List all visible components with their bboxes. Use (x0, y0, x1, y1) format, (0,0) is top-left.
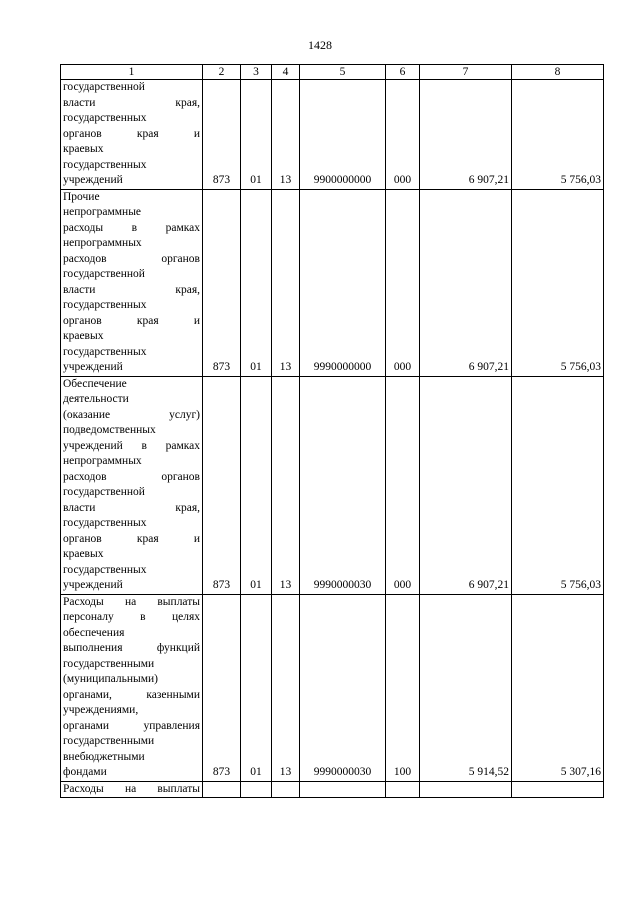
description-line: Расходы на выплаты (63, 595, 200, 608)
description-line: (оказание услуг) (63, 408, 200, 421)
description-line: Расходы на выплаты (63, 782, 200, 795)
cell-code-admin: 873 (203, 376, 241, 594)
row-description (61, 189, 203, 376)
description-line: органами, казенными (63, 688, 200, 701)
description-line: органами управления (63, 719, 200, 732)
page-number: 1428 (308, 38, 332, 52)
description-line: учреждениями, (63, 704, 139, 716)
description-line: государственной (63, 486, 145, 498)
header-col-7: 7 (420, 65, 512, 80)
description-line: расходы в рамках (63, 221, 200, 234)
table-row (61, 189, 604, 376)
description-line: государственных (63, 299, 147, 311)
cell-code-section: 01 (241, 189, 272, 376)
cell-code-subsection: 13 (272, 189, 300, 376)
row-description (61, 594, 203, 781)
description-line: обеспечения (63, 626, 125, 639)
description-line: деятельности (63, 393, 129, 405)
header-col-4: 4 (272, 65, 300, 80)
description-line: государственной (63, 268, 145, 280)
description-line: органов края и (63, 314, 200, 327)
description-line: государственными (63, 735, 155, 747)
description-line: органов края и (63, 532, 200, 545)
cell-code-expense-type: 000 (386, 189, 420, 376)
cell-code-target: 9900000000 (300, 80, 386, 190)
description-line: учреждений в рамках (63, 439, 200, 452)
description-line: внебюджетными (63, 750, 145, 763)
description-line: подведомственных (63, 424, 156, 436)
cell-code-section: 01 (241, 376, 272, 594)
description-line: расходов органов (63, 252, 200, 265)
description-line: органов края и (63, 127, 200, 140)
cell-code-section (241, 781, 272, 798)
row-description (61, 781, 203, 798)
description-line: учреждений (63, 579, 123, 591)
cell-amount-1: 6 907,21 (420, 376, 512, 594)
table-row (61, 80, 604, 190)
header-col-3: 3 (241, 65, 272, 80)
description-line: выполнения функций (63, 642, 200, 654)
cell-amount-1: 6 907,21 (420, 189, 512, 376)
cell-code-target (300, 781, 386, 798)
description-line: государственных (63, 517, 147, 529)
cell-amount-1: 5 914,52 (420, 594, 512, 781)
header-col-6: 6 (386, 65, 420, 80)
cell-code-expense-type: 100 (386, 594, 420, 781)
cell-code-admin: 873 (203, 189, 241, 376)
cell-code-subsection: 13 (272, 594, 300, 781)
header-col-5: 5 (300, 65, 386, 80)
header-col-2: 2 (203, 65, 241, 80)
cell-code-target: 9990000000 (300, 189, 386, 376)
cell-code-admin: 873 (203, 80, 241, 190)
cell-amount-2: 5 307,16 (512, 594, 604, 781)
description-line: государственной (63, 81, 145, 93)
table-row (61, 594, 604, 781)
description-line: (муниципальными) (63, 673, 158, 685)
cell-code-admin: 873 (203, 594, 241, 781)
cell-amount-2 (512, 781, 604, 798)
table-row (61, 781, 604, 798)
row-description (61, 376, 203, 594)
cell-code-section: 01 (241, 594, 272, 781)
description-line: государственными (63, 657, 155, 670)
row-description (61, 80, 203, 190)
table-header (61, 65, 604, 80)
header-col-8: 8 (512, 65, 604, 80)
cell-code-expense-type (386, 781, 420, 798)
description-line: государственных (63, 112, 147, 124)
description-line: персоналу в целях (63, 611, 200, 623)
description-line: государственных (63, 563, 147, 576)
description-line: власти края, (63, 96, 200, 109)
cell-code-expense-type: 000 (386, 376, 420, 594)
description-line: власти края, (63, 501, 200, 514)
description-line: непрограммных (63, 237, 142, 249)
header-row (61, 65, 604, 80)
description-line: краевых (63, 143, 104, 155)
description-line: власти края, (63, 283, 200, 296)
cell-amount-1: 6 907,21 (420, 80, 512, 190)
cell-code-expense-type: 000 (386, 80, 420, 190)
description-line: Обеспечение (63, 377, 127, 390)
description-line: непрограммные (63, 206, 142, 218)
description-line: краевых (63, 548, 104, 560)
cell-code-subsection: 13 (272, 376, 300, 594)
cell-code-subsection: 13 (272, 80, 300, 190)
description-line: фондами (63, 766, 107, 778)
cell-amount-1 (420, 781, 512, 798)
cell-code-admin (203, 781, 241, 798)
cell-code-target: 9990000030 (300, 594, 386, 781)
description-line: краевых (63, 330, 104, 342)
budget-table (60, 64, 604, 798)
cell-code-section: 01 (241, 80, 272, 190)
description-line: учреждений (63, 174, 123, 186)
cell-code-target: 9990000030 (300, 376, 386, 594)
description-line: непрограммных (63, 455, 142, 467)
cell-amount-2: 5 756,03 (512, 376, 604, 594)
cell-amount-2: 5 756,03 (512, 189, 604, 376)
description-line: расходов органов (63, 470, 200, 483)
description-line: Прочие (63, 190, 100, 203)
cell-code-subsection (272, 781, 300, 798)
header-col-1: 1 (61, 65, 203, 80)
description-line: государственных (63, 345, 147, 358)
description-line: государственных (63, 158, 147, 171)
cell-amount-2: 5 756,03 (512, 80, 604, 190)
table-row (61, 376, 604, 594)
table-body (61, 80, 604, 798)
description-line: учреждений (63, 361, 123, 373)
